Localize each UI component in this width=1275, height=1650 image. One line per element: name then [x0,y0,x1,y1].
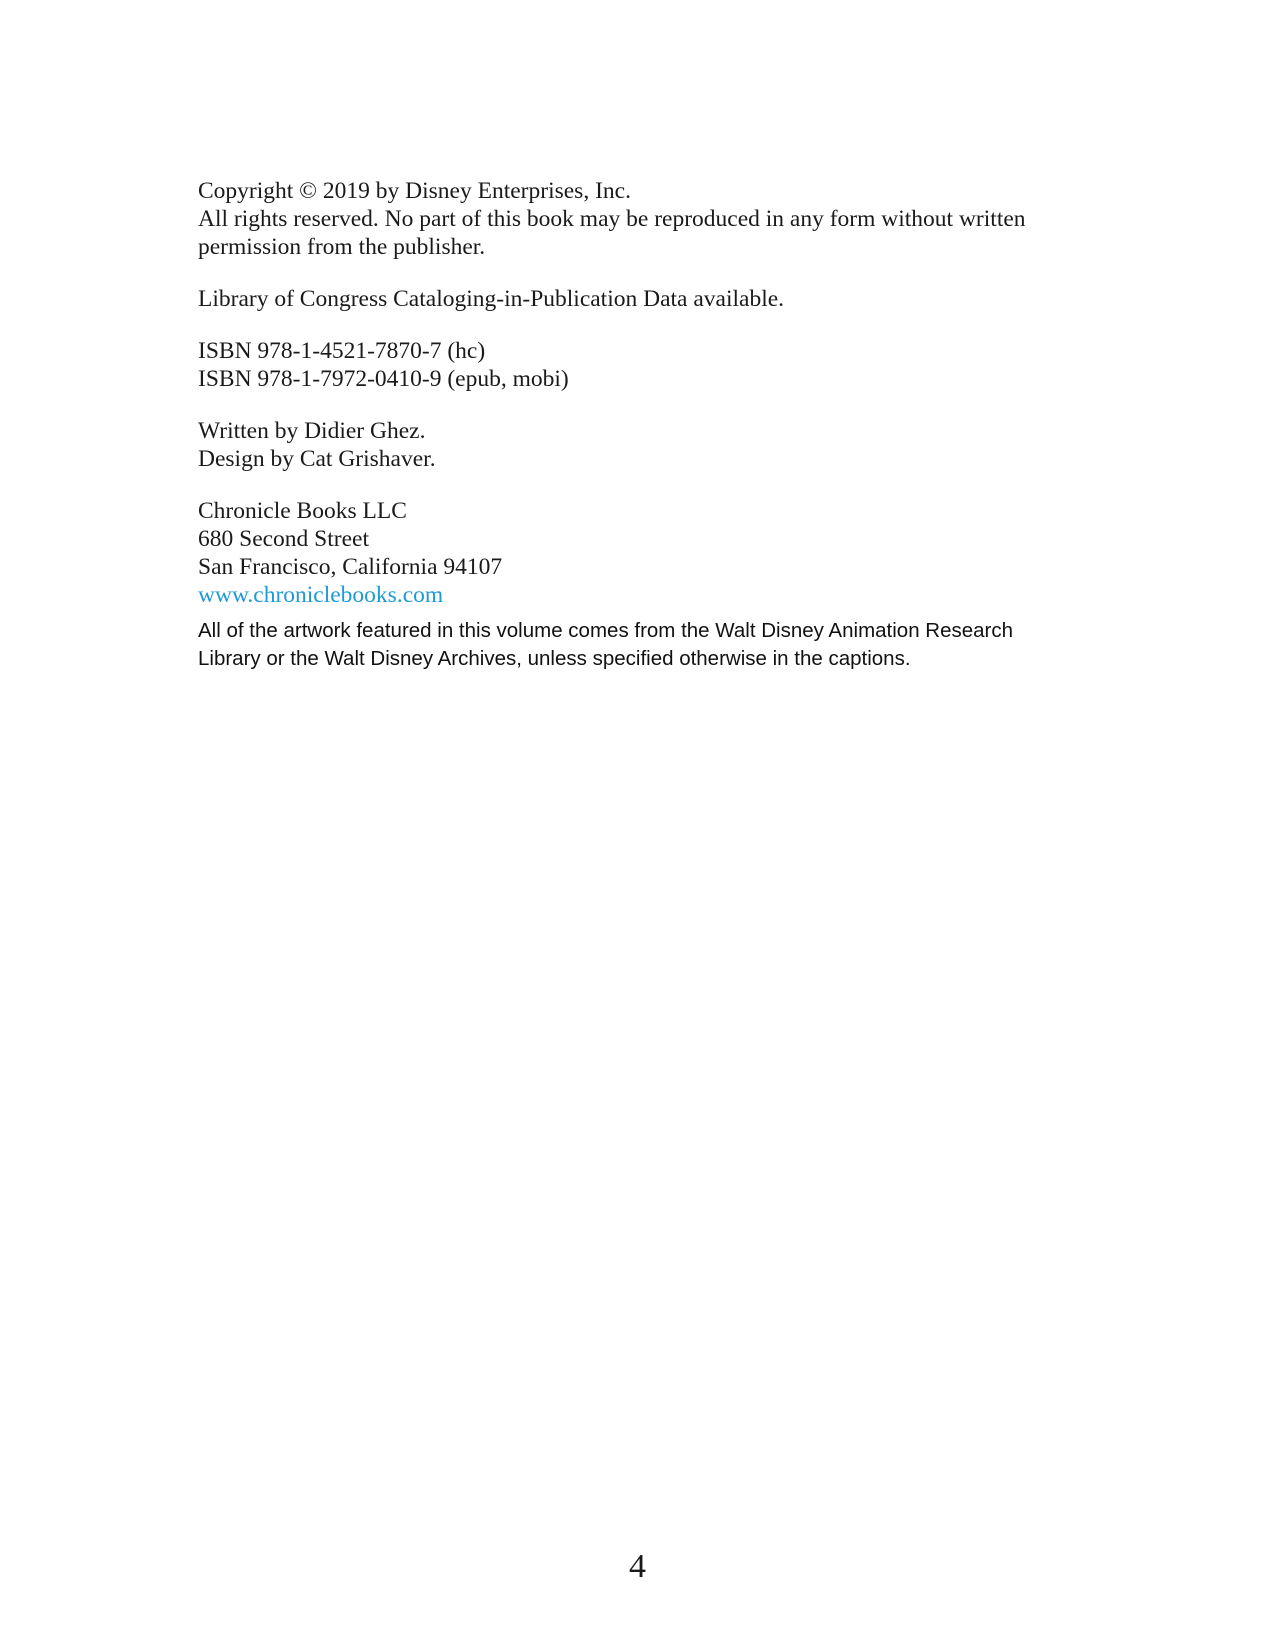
isbn-block [198,337,1078,393]
publisher-website-link[interactable]: www.chroniclebooks.com [198,582,444,608]
cataloging-block [198,285,1078,313]
isbn-ebook: ISBN 978-1-7972-0410-9 (epub, mobi) [198,366,569,392]
publisher-street: 680 Second Street [198,526,369,552]
cataloging-statement: Library of Congress Cataloging-in-Publication Data available. [198,286,785,312]
artwork-credit: All of the artwork featured in this volume comes from the Walt Disney Animation Research Library or the Walt Disney Archives, unless specified otherwise in the captions. [198,619,1014,670]
rights-statement: All rights reserved. No part of this book may be reproduced in any form without written permission from the publisher. [198,206,1026,260]
publisher-block [198,497,1078,609]
publisher-name: Chronicle Books LLC [198,498,407,524]
copyright-content [198,177,1078,673]
writer-credit: Written by Didier Ghez. [198,418,426,444]
publisher-city: San Francisco, California 94107 [198,554,503,580]
designer-credit: Design by Cat Grishaver. [198,446,436,472]
copyright-line: Copyright © 2019 by Disney Enterprises, Inc. [198,178,631,204]
copyright-block [198,177,1078,261]
credits-block [198,417,1078,473]
page-number: 4 [629,1548,646,1585]
isbn-hardcover: ISBN 978-1-4521-7870-7 (hc) [198,338,486,364]
